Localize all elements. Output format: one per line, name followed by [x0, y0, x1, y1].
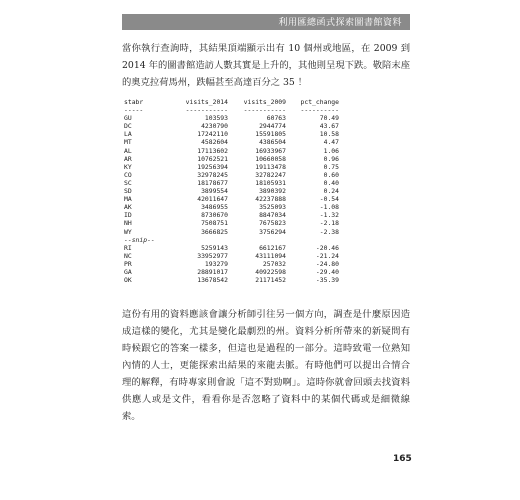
- table-cell: AL: [124, 146, 132, 155]
- table-cell: MT: [124, 138, 132, 147]
- page-number: 165: [393, 454, 412, 464]
- table-cell: -21.24: [315, 251, 339, 260]
- table-row: [124, 138, 412, 146]
- table-row: [124, 163, 412, 171]
- table-cell: -1.08: [319, 203, 339, 212]
- table-cell: 3756294: [259, 227, 286, 236]
- table-header-row: [124, 98, 412, 106]
- table-cell: 3525093: [259, 203, 286, 212]
- table-cell: 18105931: [255, 178, 286, 187]
- table-header-underline: [124, 106, 412, 114]
- table-cell: 32782247: [255, 170, 286, 179]
- table-row: [124, 179, 412, 187]
- table-cell: -29.40: [315, 267, 339, 276]
- table-cell: 70.49: [319, 114, 339, 123]
- table-cell: 21171452: [255, 276, 286, 285]
- table-cell: 8730670: [201, 211, 228, 220]
- table-cell: 257032: [262, 259, 286, 268]
- table-cell: 3899554: [201, 187, 228, 196]
- table-cell: -2.18: [319, 219, 339, 228]
- table-row: [124, 130, 412, 138]
- table-cell: 0.75: [323, 162, 339, 171]
- table-cell: 13678542: [197, 276, 228, 285]
- table-row: [124, 268, 412, 276]
- table-cell: ----------: [300, 106, 339, 115]
- table-cell: OK: [124, 276, 132, 285]
- table-cell: 19256394: [197, 162, 228, 171]
- table-cell: 32978245: [197, 170, 228, 179]
- table-cell: 40922598: [255, 267, 286, 276]
- table-cell: 33952977: [197, 251, 228, 260]
- table-row: [124, 187, 412, 195]
- running-header: [122, 14, 410, 30]
- table-cell: 43.67: [319, 122, 339, 131]
- table-cell: -0.54: [319, 195, 339, 204]
- table-cell: pct_change: [300, 98, 339, 106]
- table-row: [124, 252, 412, 260]
- table-cell: 0.24: [323, 187, 339, 196]
- table-cell: 3666825: [201, 227, 228, 236]
- table-cell: 6612167: [259, 243, 286, 252]
- table-row: [124, 228, 412, 236]
- table-row: [124, 276, 412, 284]
- table-cell: 16933967: [255, 146, 286, 155]
- table-row: [124, 171, 412, 179]
- table-cell: 0.40: [323, 178, 339, 187]
- intro-paragraph: 當你執行查詢時，其結果頂端顯示出有 10 個州或地區，在 2009 到 2014 年的圖書館造訪人數其實是上升的，其他則呈現下跌。敬陪末座的奧克拉荷馬州，跌幅甚至高達百分之 35 ！: [122, 43, 410, 88]
- table-cell: -----: [124, 106, 144, 115]
- table-row: [124, 195, 412, 203]
- table-cell: 10660058: [255, 154, 286, 163]
- table-cell: 0.60: [323, 170, 339, 179]
- table-cell: 10762521: [197, 154, 228, 163]
- table-cell: 7508751: [201, 219, 228, 228]
- table-cell: NC: [124, 251, 132, 260]
- table-cell: -2.38: [319, 227, 339, 236]
- table-cell: PR: [124, 259, 132, 268]
- table-row: [124, 114, 412, 122]
- table-cell: -----------: [243, 106, 286, 115]
- table-row: [124, 211, 412, 219]
- table-cell: 4386504: [259, 138, 286, 147]
- table-cell: KY: [124, 162, 132, 171]
- table-row: [124, 122, 412, 130]
- table-cell: WY: [124, 227, 132, 236]
- table-cell: RI: [124, 243, 132, 252]
- table-cell: 42011647: [197, 195, 228, 204]
- table-cell: 5259143: [201, 243, 228, 252]
- table-cell: 1.06: [323, 146, 339, 155]
- table-cell: 43111094: [255, 251, 286, 260]
- table-cell: 17113602: [197, 146, 228, 155]
- table-row: [124, 203, 412, 211]
- table-row: [124, 219, 412, 227]
- table-cell: SC: [124, 178, 132, 187]
- table-cell: AK: [124, 203, 132, 212]
- table-cell: DC: [124, 122, 132, 131]
- table-cell: AR: [124, 154, 132, 163]
- table-cell: 10.58: [319, 130, 339, 139]
- table-cell: 7675823: [259, 219, 286, 228]
- table-cell: 60763: [266, 114, 286, 123]
- table-cell: 3890392: [259, 187, 286, 196]
- table-cell: visits_2014: [185, 98, 228, 106]
- table-cell: 19113478: [255, 162, 286, 171]
- table-cell: -1.32: [319, 211, 339, 220]
- running-header-title: 利用匯總函式探索圖書館資料: [278, 18, 402, 28]
- table-cell: stabr: [124, 98, 144, 106]
- table-row: [124, 244, 412, 252]
- snip-marker: --snip--: [124, 235, 155, 244]
- table-cell: visits_2009: [243, 98, 286, 106]
- table-cell: CO: [124, 170, 132, 179]
- table-cell: LA: [124, 130, 132, 139]
- table-cell: 4.47: [323, 138, 339, 147]
- table-cell: -----------: [185, 106, 228, 115]
- table-cell: 8847034: [259, 211, 286, 220]
- table-cell: -24.80: [315, 259, 339, 268]
- table-cell: 42237888: [255, 195, 286, 204]
- table-cell: GA: [124, 267, 132, 276]
- table-cell: MA: [124, 195, 132, 204]
- table-cell: 193279: [204, 259, 228, 268]
- table-cell: GU: [124, 114, 132, 123]
- analysis-paragraph: 這份有用的資料應該會讓分析師引往另一個方向，調查是什麼原因造成這樣的變化，尤其是變化最劇烈的州。資料分析所帶來的新疑問有時候跟它的答案一樣多，但這也是過程的一部分。這時致電一位熟知內情的人士，更能探索出結果的來龍去脈。有時他們可以提出合情合理的解釋，有時專家則會說「這不對勁啊」。這時你就會回頭去找資料供應人或是文件，看看你是否忽略了資料中的某個代碼或是細微線索。: [122, 309, 410, 422]
- table-cell: 103593: [204, 114, 228, 123]
- table-cell: -20.46: [315, 243, 339, 252]
- table-cell: SD: [124, 187, 132, 196]
- table-cell: NH: [124, 219, 132, 228]
- table-cell: -35.39: [315, 276, 339, 285]
- table-row: [124, 147, 412, 155]
- table-cell: 4230790: [201, 122, 228, 131]
- query-result-table: [124, 98, 412, 284]
- table-cell: 17242110: [197, 130, 228, 139]
- table-cell: 2944774: [259, 122, 286, 131]
- table-cell: 3486955: [201, 203, 228, 212]
- table-cell: 4582604: [201, 138, 228, 147]
- table-cell: 18178677: [197, 178, 228, 187]
- table-row: [124, 260, 412, 268]
- table-cell: ID: [124, 211, 132, 220]
- table-cell: 15591805: [255, 130, 286, 139]
- table-cell: 28891017: [197, 267, 228, 276]
- table-row: [124, 155, 412, 163]
- table-cell: 0.96: [323, 154, 339, 163]
